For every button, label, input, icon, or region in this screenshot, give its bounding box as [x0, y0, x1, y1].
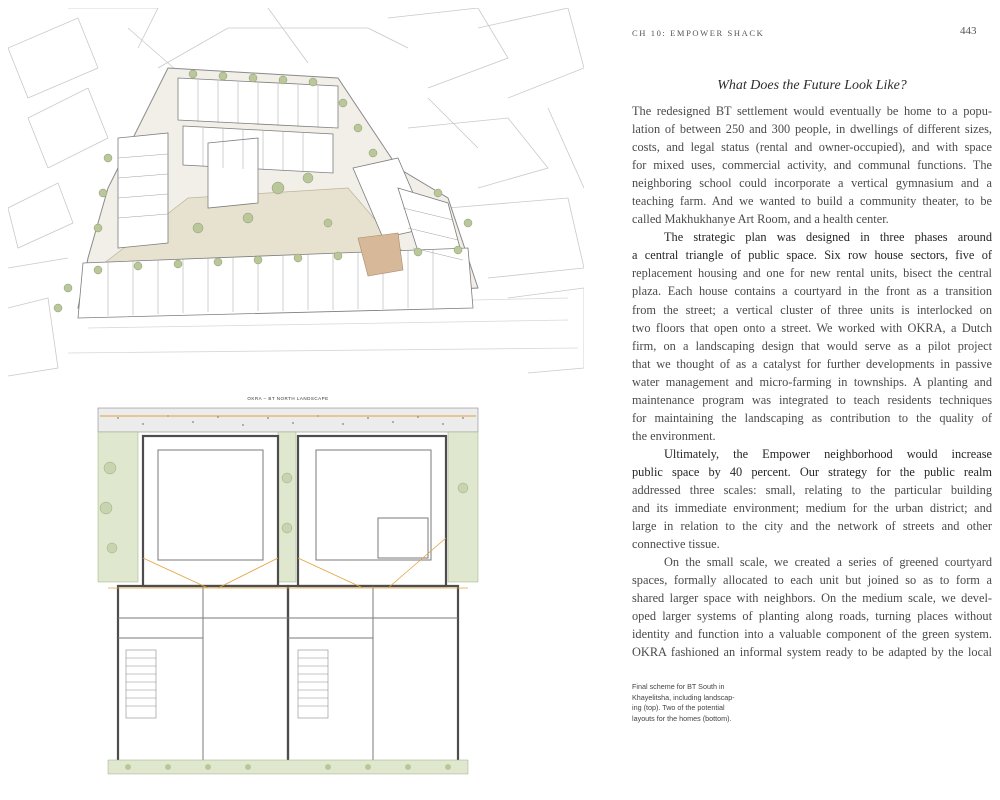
body-line: maintenance program was integrated to teach residents techniques: [632, 392, 992, 407]
page-number: 443: [960, 25, 977, 37]
body-line: The redesigned BT settlement would eventually be home to a popu-: [632, 104, 992, 118]
caption-line: Final scheme for BT South in: [632, 682, 725, 691]
body-line: firm, on a landscaping design that would serve as a pilot project: [632, 338, 992, 353]
body-line: replacement housing and one for new rental units, bisect the central: [632, 266, 992, 281]
body-line: called Makhukhanye Art Room, and a health center.: [632, 212, 889, 227]
body-line: from the street; a vertical cluster of three units is interlocked on: [632, 302, 992, 317]
body-line: On the small scale, we created a series of greened courtyard: [664, 555, 992, 570]
caption-line: Khayelitsha, including landscap-: [632, 692, 735, 702]
body-line: Ultimately, the Empower neighborhood would increase: [664, 446, 992, 461]
body-line: OKRA fashioned an informal system ready to be adapted by the local: [632, 645, 992, 660]
body-line: connective tissue.: [632, 537, 720, 552]
site-plan-drawing: [8, 8, 584, 378]
body-line: shared larger space with neighbors. On the medium scale, we devel-: [632, 591, 992, 606]
body-line: lation of between 250 and 300 people, in dwellings of different sizes,: [632, 122, 992, 137]
body-line: oped larger systems of planting along roads, turning places without: [632, 609, 992, 624]
body-line: large in relation to the city and the network of streets and other: [632, 519, 992, 534]
body-line: for maintaining the landscaping as contribution to the quality of: [632, 410, 992, 425]
body-line: addressed three scales: small, relating to the particular building: [632, 482, 992, 497]
body-line: spaces, formally allocated to each unit but joined so as to form a: [632, 573, 992, 588]
article-body: [632, 102, 992, 661]
figure-caption: [632, 682, 762, 724]
floor-plan-title: OKRA – BT NORTH LANDSCAPE: [247, 396, 329, 401]
body-line: the environment.: [632, 428, 716, 443]
body-line: two floors that open onto a street. We worked with OKRA, a Dutch: [632, 320, 992, 335]
section-title: What Does the Future Look Like?: [717, 78, 907, 93]
floor-plan-drawing: [88, 388, 488, 786]
body-line: plaza. Each house contains a courtyard in the front as a transition: [632, 284, 992, 299]
body-line: costs, and legal status (rental and owner-occupied), and with space: [632, 140, 992, 155]
running-head: CH 10: EMPOWER SHACK: [632, 28, 765, 38]
body-line: identity and function into a valuable component of the green system.: [632, 627, 992, 642]
body-line: and its immediate environment; medium for the urban district; and: [632, 501, 992, 516]
body-line: public space by 40 percent. Our strategy for the public realm: [632, 464, 992, 479]
body-line: The strategic plan was designed in three phases around: [664, 230, 992, 245]
body-line: water management and micro-farming in townships. A planting and: [632, 374, 992, 389]
body-line: a central triangle of public space. Six row house sectors, five of: [632, 248, 992, 263]
body-line: teaching farm. And we wanted to build a community theater, to be: [632, 194, 992, 209]
body-line: for mixed uses, commercial activity, and communal functions. The: [632, 158, 992, 173]
body-line: neighboring school could incorporate a vertical gymnasium and a: [632, 176, 992, 191]
caption-line: ing (top). Two of the potential: [632, 703, 725, 713]
body-line: that we thought of as a catalyst for further developments in passive: [632, 356, 992, 371]
caption-line: layouts for the homes (bottom).: [632, 713, 732, 723]
